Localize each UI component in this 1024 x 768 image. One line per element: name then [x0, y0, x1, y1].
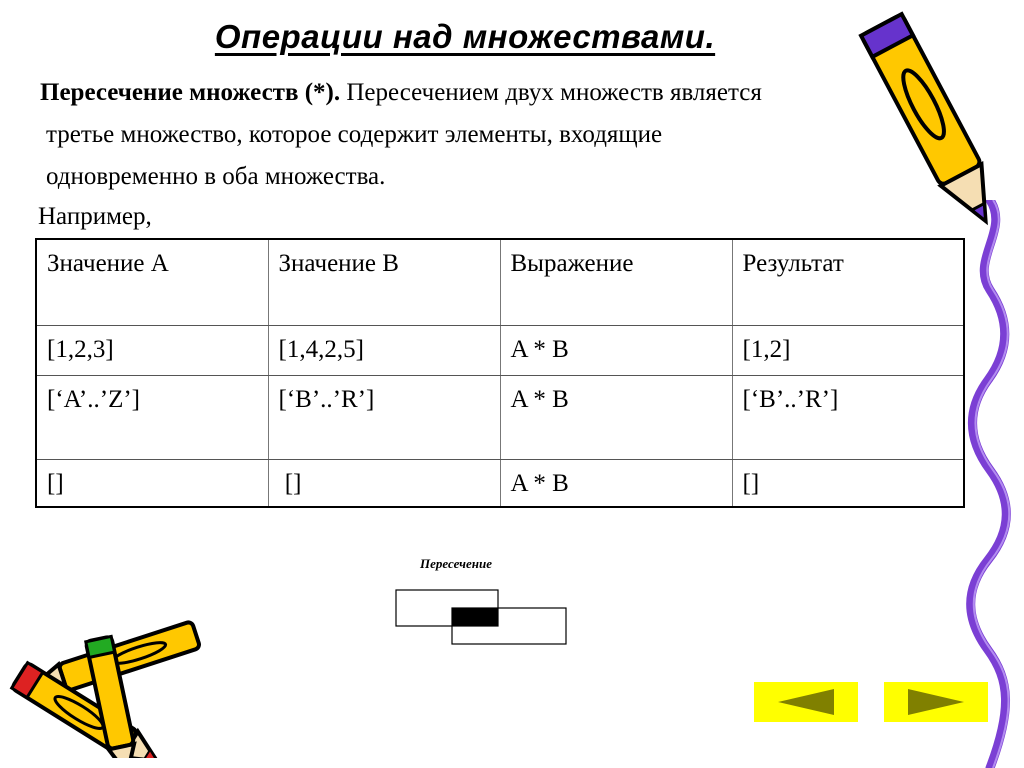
table-cell: [‘B’..’R’]: [268, 375, 500, 459]
table-cell: A * B: [500, 459, 732, 507]
back-button[interactable]: [754, 682, 858, 722]
triangle-right-icon: [906, 687, 966, 717]
table-cell: [‘B’..’R’]: [732, 375, 964, 459]
table-cell: [1,4,2,5]: [268, 325, 500, 375]
intersection-diagram: [394, 588, 570, 648]
crossed-pencils-icon: [0, 618, 210, 758]
table-cell: [1,2,3]: [36, 325, 268, 375]
intersection-region: [452, 608, 498, 626]
forward-button[interactable]: [884, 682, 988, 722]
diagram-label: Пересечение: [420, 556, 492, 571]
definition-line-3: одновременно в оба множества.: [46, 163, 386, 190]
header-value-b: Значение В: [268, 239, 500, 325]
page-title: Операции над множествами.: [214, 18, 716, 55]
definition-line-2: третье множество, которое содержит элементы, входящие: [46, 121, 663, 148]
header-result: Результат: [732, 239, 964, 325]
table-row: [36, 375, 964, 459]
intersection-examples-table: [35, 238, 965, 508]
table-header-row: [36, 239, 964, 325]
table-row: [36, 459, 964, 507]
table-cell: []: [36, 459, 268, 507]
table-cell: A * B: [500, 325, 732, 375]
definition-line-1: [40, 78, 762, 108]
definition-text-1: Пересечением двух множеств является: [340, 79, 762, 106]
header-value-a: Значение А: [36, 239, 268, 325]
header-expression: Выражение: [500, 239, 732, 325]
table-cell: []: [268, 459, 500, 507]
table-cell: [‘A’..’Z’]: [36, 375, 268, 459]
table-cell: [1,2]: [732, 325, 964, 375]
table-row: [36, 325, 964, 375]
table-cell: A * B: [500, 375, 732, 459]
table-cell: []: [732, 459, 964, 507]
example-label: Например,: [38, 203, 152, 230]
triangle-left-icon: [776, 687, 836, 717]
definition-term: Пересечение множеств (*).: [40, 79, 341, 106]
